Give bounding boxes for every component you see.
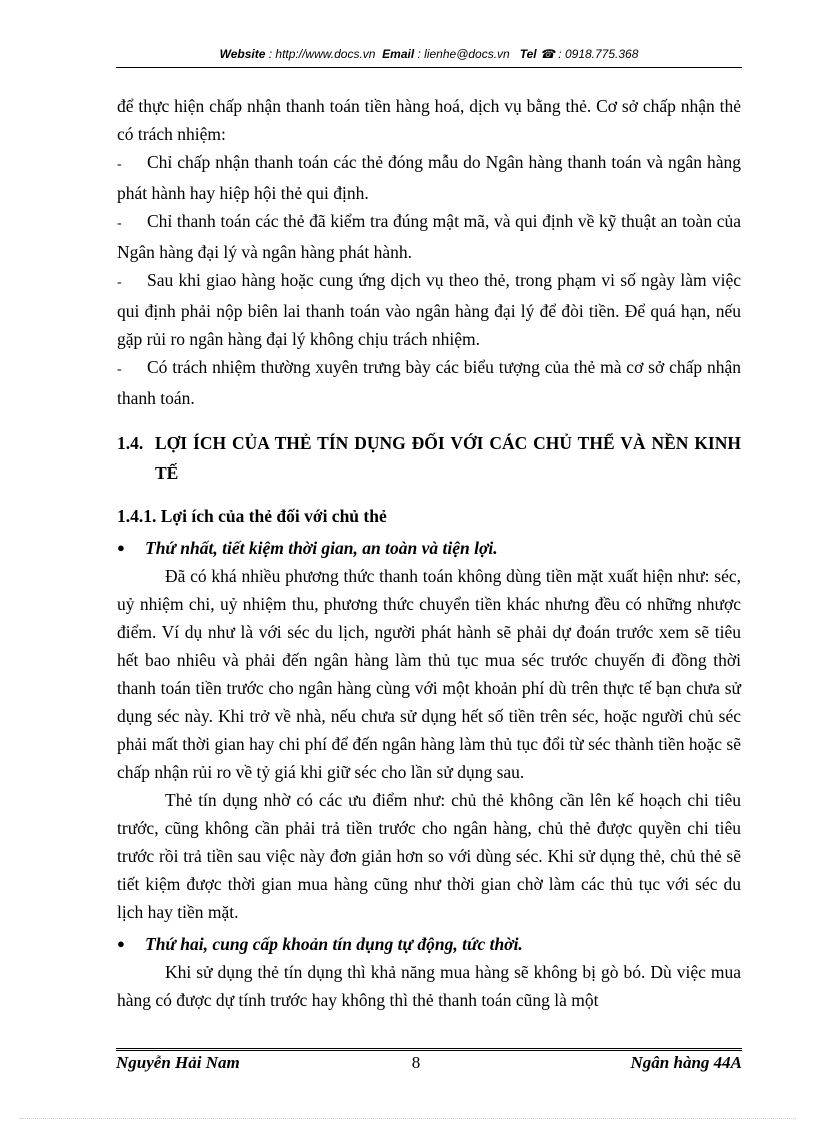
page-header bbox=[116, 47, 742, 61]
header-divider bbox=[116, 67, 742, 68]
page-footer bbox=[116, 1053, 742, 1077]
phone-icon: ☎ bbox=[540, 47, 555, 61]
bullet-heading bbox=[117, 534, 741, 562]
list-item-text: Chỉ chấp nhận thanh toán các thẻ đóng mẫu do Ngân hàng thanh toán và ngân hàng phát hành hay hiệp hội thẻ qui định. bbox=[117, 152, 741, 203]
dash-bullet: - bbox=[117, 216, 122, 231]
list-item bbox=[117, 266, 741, 353]
dash-bullet: - bbox=[117, 362, 122, 377]
subsection-heading: 1.4.1. Lợi ích của thẻ đối với chủ thẻ bbox=[117, 506, 387, 526]
section-title: LỢI ÍCH CỦA THẺ TÍN DỤNG ĐỐI VỚI CÁC CHỦ THỂ VÀ NỀN KINH TẾ bbox=[155, 433, 741, 483]
dash-bullet: - bbox=[117, 275, 122, 290]
bullet-heading-text: Thứ nhất, tiết kiệm thời gian, an toàn và tiện lợi. bbox=[145, 538, 498, 558]
dash-bullet: - bbox=[117, 157, 122, 172]
bullet-heading-text: Thứ hai, cung cấp khoản tín dụng tự động, tức thời. bbox=[145, 934, 523, 954]
list-item bbox=[117, 148, 741, 207]
page-number: 8 bbox=[411, 1053, 421, 1072]
footer-class: Ngân hàng 44A bbox=[630, 1053, 742, 1072]
footer-divider bbox=[116, 1048, 742, 1051]
body-paragraph: Thẻ tín dụng nhờ có các ưu điểm như: chủ thẻ không cần lên kế hoạch chi tiêu trước, cũng không cần phải trả tiền trước cho ngân hàng, chủ thẻ được quyền chi tiêu trước rồi trả tiền sau việc này đơn giản hơn so với dùng séc. Khi sử dụng thẻ, chủ thẻ sẽ tiết kiệm được thời gian mua hàng cũng như thời gian chờ làm các thủ tục với séc du lịch hay tiền mặt. bbox=[117, 790, 741, 922]
page-content bbox=[117, 92, 741, 1014]
bullet-icon: ● bbox=[117, 540, 125, 555]
list-item bbox=[117, 353, 741, 412]
list-item bbox=[117, 207, 741, 266]
section-heading bbox=[117, 428, 741, 488]
tel-label: Tel bbox=[519, 47, 537, 61]
website-label: Website bbox=[219, 47, 266, 61]
bullet-icon: ● bbox=[117, 936, 125, 951]
bullet-heading bbox=[117, 930, 741, 958]
list-item-text: Chỉ thanh toán các thẻ đã kiểm tra đúng mật mã, và qui định về kỹ thuật an toàn của Ngân hàng đại lý và ngân hàng phát hành. bbox=[117, 211, 741, 262]
page-bottom-edge bbox=[20, 1118, 796, 1119]
list-item-text: Có trách nhiệm thường xuyên trưng bày các biểu tượng của thẻ mà cơ sở chấp nhận thanh toán. bbox=[117, 357, 741, 408]
section-number: 1.4. bbox=[117, 433, 144, 453]
body-paragraph: Khi sử dụng thẻ tín dụng thì khả năng mua hàng sẽ không bị gò bó. Dù việc mua hàng có được dự tính trước hay không thì thẻ thanh toán cũng là một bbox=[117, 962, 741, 1010]
footer-author: Nguyễn Hải Nam bbox=[116, 1053, 240, 1072]
email-value[interactable]: : lienhe@docs.vn bbox=[417, 47, 510, 61]
body-paragraph: Đã có khá nhiều phương thức thanh toán không dùng tiền mặt xuất hiện như: séc, uỷ nhiệm chi, uỷ nhiệm thu, phương thức chuyển tiền khác nhưng đều có những nhược điểm. Ví dụ như là với séc du lịch, người phát hành sẽ phải dự đoán trước xem sẽ tiêu hết bao nhiêu và phải đến ngân hàng làm thủ tục mua séc trước chuyến đi đồng thời thanh toán tiền trước cho ngân hàng cùng với một khoản phí dù trên thực tế bạn chưa sử dụng séc này. Khi trở về nhà, nếu chưa sử dụng hết số tiền trên séc, hoặc người chủ séc phải mất thời gian hay chi phí để đến ngân hàng làm thủ tục đổi từ séc thành tiền hoặc sẽ chấp nhận rủi ro về tỷ giá khi giữ séc cho lần sử dụng sau. bbox=[117, 566, 741, 782]
list-item-text: Sau khi giao hàng hoặc cung ứng dịch vụ theo thẻ, trong phạm vi số ngày làm việc qui định phải nộp biên lai thanh toán vào ngân hàng đại lý để đòi tiền. Để quá hạn, nếu gặp rủi ro ngân hàng đại lý không chịu trách nhiệm. bbox=[117, 270, 741, 349]
website-value[interactable]: : http://www.docs.vn bbox=[268, 47, 376, 61]
intro-paragraph: để thực hiện chấp nhận thanh toán tiền hàng hoá, dịch vụ bằng thẻ. Cơ sở chấp nhận thẻ có trách nhiệm: bbox=[117, 96, 741, 144]
tel-value: : 0918.775.368 bbox=[558, 47, 639, 61]
email-label: Email bbox=[382, 47, 415, 61]
